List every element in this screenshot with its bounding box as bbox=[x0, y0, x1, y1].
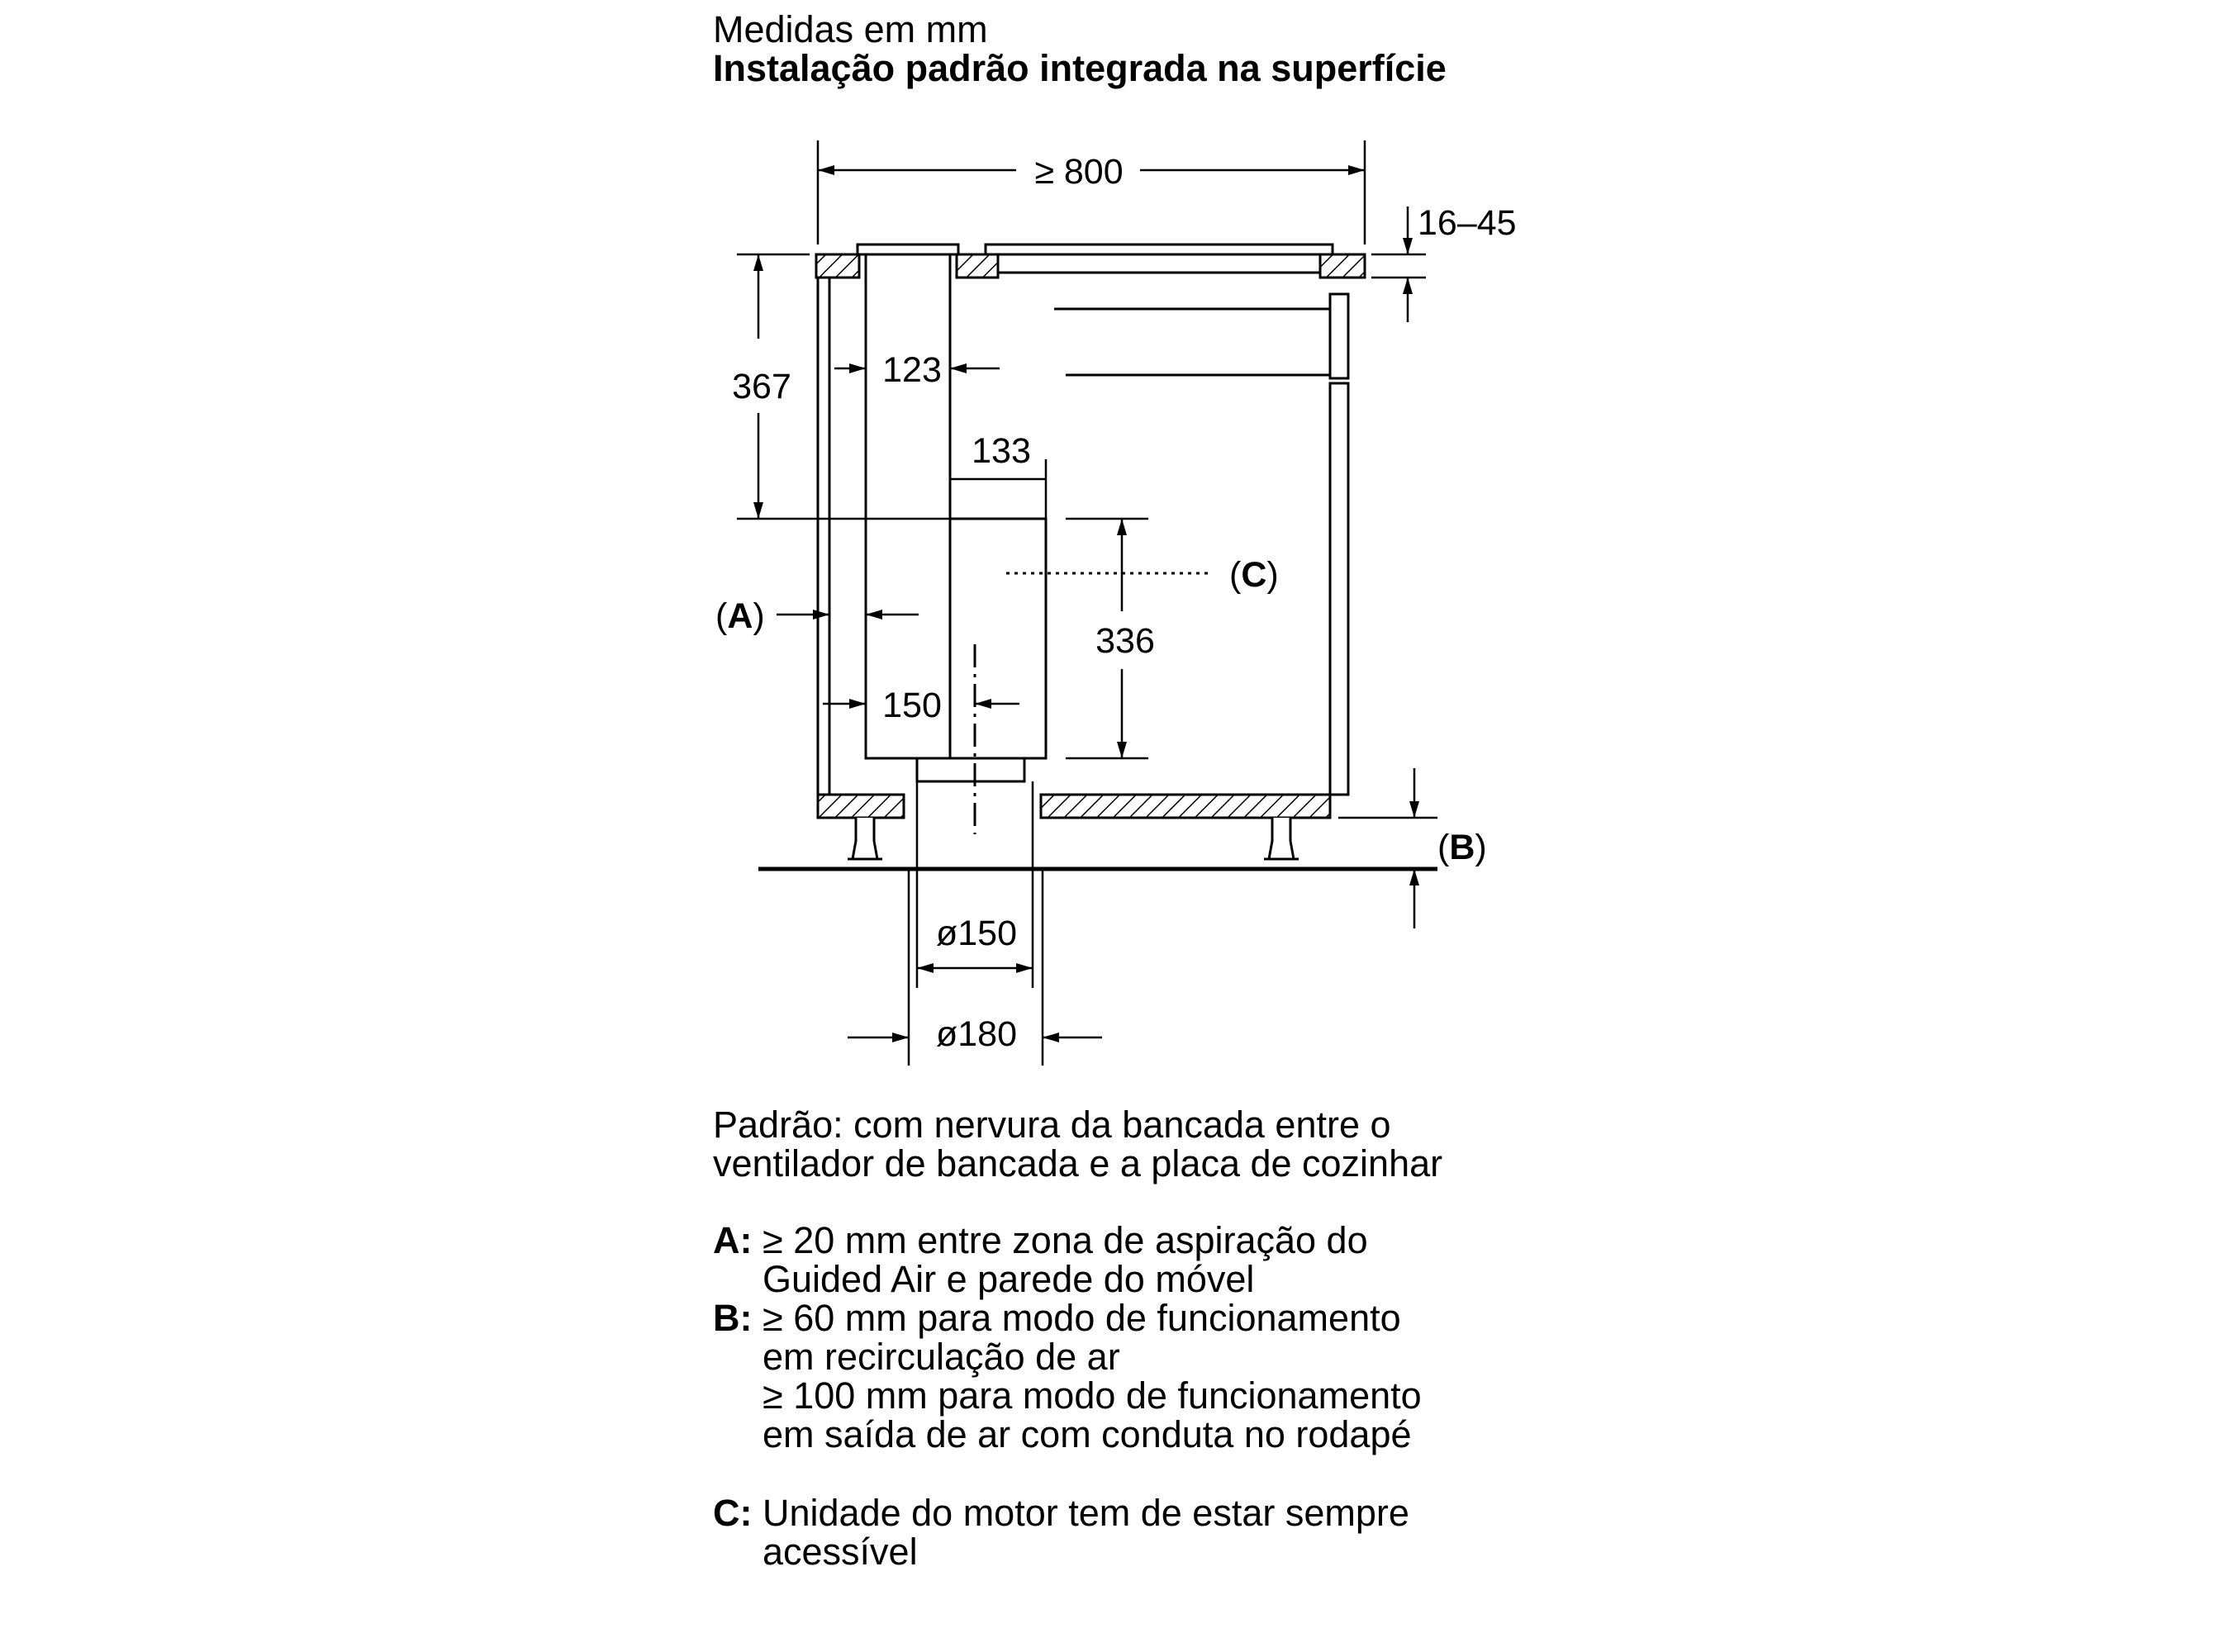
callout-c: (C) bbox=[1229, 555, 1279, 595]
drawer-front-upper bbox=[1330, 294, 1348, 378]
callout-b: (B) bbox=[1437, 828, 1487, 867]
intro-line-1: Padrão: com nervura da bancada entre o bbox=[713, 1104, 1391, 1146]
cooktop-body bbox=[998, 254, 1320, 273]
note-a-line-1: ≥ 20 mm entre zona de aspiração do bbox=[763, 1219, 1368, 1261]
cabinet-bottom-right bbox=[1041, 795, 1330, 818]
intro-line-2: ventilador de bancada e a placa de cozinhar bbox=[713, 1142, 1443, 1184]
dim-label-336: 336 bbox=[1095, 621, 1155, 661]
note-b-line-1: ≥ 60 mm para modo de funcionamento bbox=[763, 1297, 1401, 1339]
dim-label-150: 150 bbox=[882, 686, 942, 725]
cooktop bbox=[986, 244, 1333, 254]
note-b-key: B: bbox=[713, 1297, 753, 1339]
cabinet-side-left bbox=[818, 278, 829, 795]
cabinet-foot-left bbox=[853, 818, 877, 859]
units-caption: Medidas em mm bbox=[713, 8, 988, 50]
note-a bbox=[713, 1221, 1368, 1298]
note-b-line-2: em recirculação de ar bbox=[763, 1336, 1120, 1378]
dim-label-d150: ø150 bbox=[935, 914, 1018, 953]
worktop-left bbox=[816, 254, 859, 278]
vent-inlet-cover bbox=[858, 244, 958, 254]
dim-label-16-45: 16–45 bbox=[1418, 203, 1517, 243]
motor-unit bbox=[950, 519, 1046, 758]
dim-label-133: 133 bbox=[972, 431, 1031, 471]
outlet-collar bbox=[917, 758, 1024, 781]
worktop-middle bbox=[957, 254, 998, 278]
cabinet-bottom-left bbox=[818, 795, 904, 818]
worktop-right bbox=[1320, 254, 1365, 278]
note-c-line-2: acessível bbox=[763, 1531, 918, 1573]
dim-label-d180: ø180 bbox=[935, 1014, 1018, 1054]
dim-label-800: ≥ 800 bbox=[1034, 152, 1124, 192]
page-title: Instalação padrão integrada na superfície bbox=[713, 47, 1447, 89]
note-a-line-2: Guided Air e parede do móvel bbox=[763, 1258, 1255, 1300]
note-c bbox=[713, 1493, 1409, 1571]
note-b-line-4: em saída de ar com conduta no rodapé bbox=[763, 1413, 1412, 1455]
note-c-line-1: Unidade do motor tem de estar sempre bbox=[763, 1492, 1409, 1534]
intro-text bbox=[713, 1105, 1442, 1183]
callout-a: (A) bbox=[715, 596, 765, 636]
drawer-front-lower bbox=[1330, 383, 1348, 795]
cabinet-foot-right bbox=[1269, 818, 1294, 859]
note-b bbox=[713, 1298, 1422, 1454]
note-b-line-3: ≥ 100 mm para modo de funcionamento bbox=[763, 1374, 1422, 1417]
dim-label-367: 367 bbox=[732, 367, 791, 406]
dim-label-123: 123 bbox=[882, 350, 942, 390]
note-a-key: A: bbox=[713, 1219, 753, 1261]
vent-column bbox=[866, 254, 950, 758]
note-c-key: C: bbox=[713, 1492, 753, 1534]
